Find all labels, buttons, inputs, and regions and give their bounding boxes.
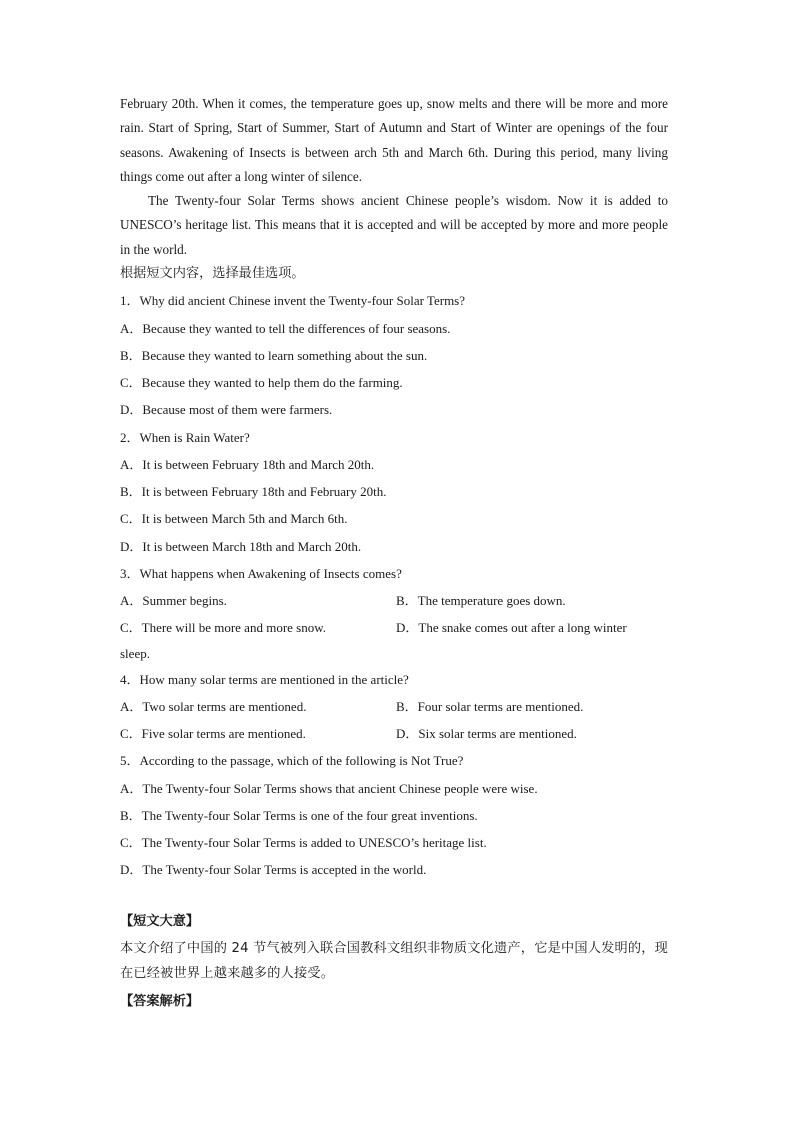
- question-4-stem: 4．How many solar terms are mentioned in the article?: [120, 672, 409, 687]
- question-3-option-d: D．The snake comes out after a long winter: [396, 620, 627, 635]
- question-2-option-a: A．It is between February 18th and March 20th.: [120, 457, 375, 472]
- question-5-option-c: C．The Twenty-four Solar Terms is added to UNESCO’s heritage list.: [120, 835, 487, 850]
- question-3-option-c: C．There will be more and more snow.: [120, 620, 327, 635]
- question-1-option-b: B．Because they wanted to learn something about the sun.: [120, 348, 428, 363]
- instruction: 根据短文内容，选择最佳选项。: [120, 266, 305, 281]
- question-1-option-c: C．Because they wanted to help them do the farming.: [120, 375, 403, 390]
- question-3-stem: 3．What happens when Awakening of Insects comes?: [120, 566, 402, 581]
- passage-paragraph-2: [120, 189, 668, 262]
- question-5-option-b: B．The Twenty-four Solar Terms is one of the four great inventions.: [120, 808, 478, 823]
- question-1-option-a: A．Because they wanted to tell the differences of four seasons.: [120, 321, 451, 336]
- passage-paragraph-1: February 20th. When it comes, the temperature goes up, snow melts and there will be more and more rain. Start of Spring, Start of Summer, Start of Autumn and Start of Winter are openings of the four seasons. Awakening of Insects is between arch 5th and March 6th. During this period, many living things come out after a long winter of silence.: [120, 96, 668, 184]
- question-2-option-d: D．It is between March 18th and March 20th.: [120, 539, 362, 554]
- question-2-option-b: B．It is between February 18th and February 20th.: [120, 484, 387, 499]
- summary-heading: 【短文大意】: [120, 914, 200, 929]
- question-5-option-a: A．The Twenty-four Solar Terms shows that ancient Chinese people were wise.: [120, 781, 538, 796]
- question-3-option-a: A．Summer begins.: [120, 593, 227, 608]
- question-4-option-a: A．Two solar terms are mentioned.: [120, 699, 307, 714]
- summary-text: 本文介绍了中国的 24 节气被列入联合国教科文组织非物质文化遗产，它是中国人发明的，现在已经被世界上越来越多的人接受。: [120, 941, 669, 981]
- question-3-option-d-wrap: sleep.: [120, 646, 150, 661]
- question-5-stem: 5．According to the passage, which of the following is Not True?: [120, 753, 464, 768]
- question-3-option-b: B．The temperature goes down.: [396, 593, 566, 608]
- question-2-option-c: C．It is between March 5th and March 6th.: [120, 511, 348, 526]
- answer-heading: 【答案解析】: [120, 994, 200, 1009]
- question-5-option-d: D．The Twenty-four Solar Terms is accepted in the world.: [120, 862, 427, 877]
- passage-paragraph-2-text: The Twenty-four Solar Terms shows ancient Chinese people’s wisdom. Now it is added to UNESCO’s heritage list. This means that it is accepted and will be accepted by more and more people in the world.: [120, 193, 668, 257]
- question-4-option-b: B．Four solar terms are mentioned.: [396, 699, 584, 714]
- question-1-option-d: D．Because most of them were farmers.: [120, 402, 333, 417]
- question-4-option-c: C．Five solar terms are mentioned.: [120, 726, 306, 741]
- question-4-option-d: D．Six solar terms are mentioned.: [396, 726, 577, 741]
- question-1-stem: 1．Why did ancient Chinese invent the Twenty-four Solar Terms?: [120, 293, 466, 308]
- question-2-stem: 2．When is Rain Water?: [120, 430, 250, 445]
